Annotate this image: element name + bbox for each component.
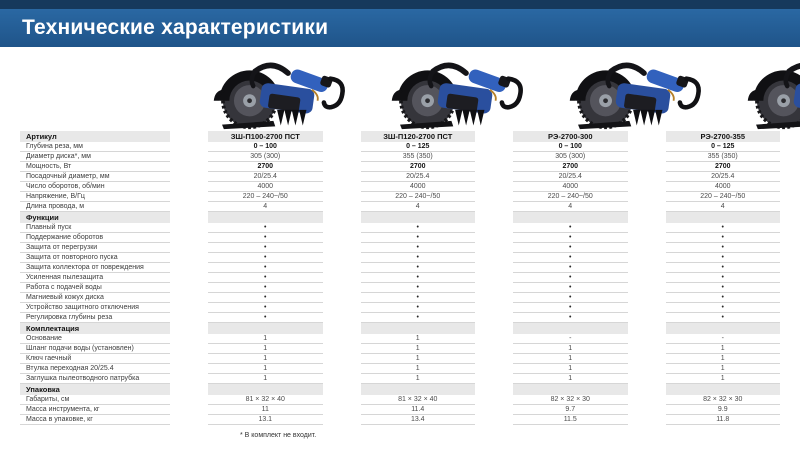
feature-bullet: • [361, 273, 476, 283]
section-header-row [20, 323, 780, 334]
spec-value: 220 – 240~/50 [208, 192, 323, 202]
spec-value: 1 [513, 374, 628, 384]
feature-bullet: • [513, 293, 628, 303]
product-name: ЗШ-П120-2700 ПСТ [361, 131, 476, 142]
spec-value: 1 [361, 374, 476, 384]
spec-value: 13.1 [208, 415, 323, 425]
spec-value: 82 × 32 × 30 [666, 395, 781, 405]
spec-label: Регулировка глубины реза [20, 313, 170, 323]
section-bar [666, 384, 781, 395]
spec-row [20, 374, 780, 384]
spec-label: Число оборотов, об/мин [20, 182, 170, 192]
spec-label: Напряжение, В/Гц [20, 192, 170, 202]
spec-row [20, 344, 780, 354]
spec-value: 1 [666, 354, 781, 364]
spec-row [20, 405, 780, 415]
spec-row [20, 364, 780, 374]
section-header-row [20, 384, 780, 395]
spec-label: Работа с подачей воды [20, 283, 170, 293]
feature-bullet: • [666, 293, 781, 303]
section-bar [513, 212, 628, 223]
feature-bullet: • [361, 283, 476, 293]
spec-value: 11.8 [666, 415, 781, 425]
section-bar [666, 323, 781, 334]
spec-row [20, 354, 780, 364]
feature-bullet: • [361, 233, 476, 243]
cutoff-saw-icon [564, 53, 704, 131]
spec-label: Защита от повторного пуска [20, 253, 170, 263]
spec-row [20, 293, 780, 303]
spec-value: 1 [666, 364, 781, 374]
feature-bullet: • [513, 243, 628, 253]
spec-label: Магниевый кожух диска [20, 293, 170, 303]
feature-bullet: • [361, 313, 476, 323]
spec-value: 11.5 [513, 415, 628, 425]
spec-value: 20/25.4 [666, 172, 781, 182]
spec-value: 305 (300) [208, 152, 323, 162]
spec-row [20, 334, 780, 344]
feature-bullet: • [361, 253, 476, 263]
spec-table [0, 131, 800, 425]
spec-value: 4 [208, 202, 323, 212]
feature-bullet: • [513, 263, 628, 273]
page-title: Технические характеристики [22, 16, 329, 39]
section-title: Упаковка [20, 384, 170, 395]
feature-bullet: • [666, 303, 781, 313]
spec-value: 0 – 125 [666, 142, 781, 152]
spec-label: Защита коллектора от повреждения [20, 263, 170, 273]
spec-value: 1 [513, 364, 628, 374]
feature-bullet: • [361, 243, 476, 253]
spec-value: 0 – 100 [208, 142, 323, 152]
spec-value: 1 [208, 374, 323, 384]
section-header-row [20, 212, 780, 223]
spec-value: 2700 [208, 162, 323, 172]
spec-value: 0 – 100 [513, 142, 628, 152]
spec-label: Диаметр диска*, мм [20, 152, 170, 162]
spec-label: Габариты, см [20, 395, 170, 405]
spec-value: 305 (300) [513, 152, 628, 162]
product-name: ЗШ-П100-2700 ПСТ [208, 131, 323, 142]
spec-value: 4 [361, 202, 476, 212]
product-image-1 [208, 53, 348, 131]
spec-row [20, 313, 780, 323]
feature-bullet: • [666, 253, 781, 263]
product-name: РЭ-2700-355 [666, 131, 781, 142]
spec-value: 220 – 240~/50 [513, 192, 628, 202]
spec-row [20, 192, 780, 202]
section-bar [513, 384, 628, 395]
feature-bullet: • [513, 223, 628, 233]
header-band [0, 9, 800, 47]
spec-value: 0 – 125 [361, 142, 476, 152]
spec-row [20, 182, 780, 192]
feature-bullet: • [666, 283, 781, 293]
spec-label: Втулка переходная 20/25.4 [20, 364, 170, 374]
spec-value: 20/25.4 [513, 172, 628, 182]
feature-bullet: • [361, 293, 476, 303]
feature-bullet: • [208, 283, 323, 293]
feature-bullet: • [208, 313, 323, 323]
feature-bullet: • [361, 263, 476, 273]
spec-value: - [513, 334, 628, 344]
feature-bullet: • [513, 283, 628, 293]
spec-label: Поддержание оборотов [20, 233, 170, 243]
spec-value: - [666, 334, 781, 344]
feature-bullet: • [666, 263, 781, 273]
spec-value: 1 [513, 344, 628, 354]
feature-bullet: • [513, 233, 628, 243]
feature-bullet: • [666, 223, 781, 233]
product-image-4 [742, 53, 800, 131]
spec-row [20, 273, 780, 283]
spec-value: 20/25.4 [361, 172, 476, 182]
spec-row [20, 142, 780, 152]
footnote: * В комплект не входит. [240, 432, 317, 439]
spec-value: 4 [666, 202, 781, 212]
spec-value: 2700 [666, 162, 781, 172]
feature-bullet: • [208, 233, 323, 243]
products-row [20, 47, 780, 131]
section-bar [361, 212, 476, 223]
spec-value: 9.7 [513, 405, 628, 415]
spec-value: 2700 [361, 162, 476, 172]
spec-value: 1 [513, 354, 628, 364]
page-header [0, 0, 800, 47]
feature-bullet: • [208, 243, 323, 253]
feature-bullet: • [666, 273, 781, 283]
section-bar [208, 384, 323, 395]
feature-bullet: • [208, 293, 323, 303]
spec-row [20, 283, 780, 293]
feature-bullet: • [513, 313, 628, 323]
feature-bullet: • [513, 303, 628, 313]
spec-value: 220 – 240~/50 [666, 192, 781, 202]
spec-label: Посадочный диаметр, мм [20, 172, 170, 182]
spec-value: 1 [208, 364, 323, 374]
spec-row [20, 263, 780, 273]
feature-bullet: • [208, 303, 323, 313]
spec-value: 13.4 [361, 415, 476, 425]
section-bar [666, 212, 781, 223]
spec-label: Длина провода, м [20, 202, 170, 212]
header-top-strip [0, 0, 800, 9]
feature-bullet: • [208, 223, 323, 233]
spec-value: 1 [361, 354, 476, 364]
spec-row [20, 152, 780, 162]
section-bar [361, 384, 476, 395]
spec-label: Шланг подачи воды (установлен) [20, 344, 170, 354]
product-image-2 [386, 53, 526, 131]
spec-row [20, 162, 780, 172]
feature-bullet: • [208, 263, 323, 273]
spec-value: 4000 [513, 182, 628, 192]
spec-value: 1 [361, 344, 476, 354]
spec-row [20, 415, 780, 425]
feature-bullet: • [666, 243, 781, 253]
spec-label: Заглушка пылеотводного патрубка [20, 374, 170, 384]
spec-label: Мощность, Вт [20, 162, 170, 172]
section-title: Функции [20, 212, 170, 223]
feature-bullet: • [361, 303, 476, 313]
spec-label: Основание [20, 334, 170, 344]
product-image-3 [564, 53, 704, 131]
feature-bullet: • [208, 253, 323, 263]
spec-value: 4000 [208, 182, 323, 192]
spec-label: Масса инструмента, кг [20, 405, 170, 415]
spec-row [20, 395, 780, 405]
spec-value: 1 [361, 334, 476, 344]
spec-value: 2700 [513, 162, 628, 172]
product-name: РЭ-2700-300 [513, 131, 628, 142]
cutoff-saw-icon [386, 53, 526, 131]
feature-bullet: • [361, 223, 476, 233]
spec-row [20, 223, 780, 233]
section-bar [208, 323, 323, 334]
spec-value: 1 [208, 354, 323, 364]
spec-value: 220 – 240~/50 [361, 192, 476, 202]
spec-label: Глубина реза, мм [20, 142, 170, 152]
section-title: Комплектация [20, 323, 170, 334]
spec-value: 1 [208, 344, 323, 354]
section-bar [513, 323, 628, 334]
spec-value: 1 [666, 344, 781, 354]
section-bar [361, 323, 476, 334]
spec-value: 82 × 32 × 30 [513, 395, 628, 405]
spec-value: 4000 [666, 182, 781, 192]
spec-label: Плавный пуск [20, 223, 170, 233]
spec-label: Защита от перегрузки [20, 243, 170, 253]
spec-row [20, 243, 780, 253]
spec-label: Усиленная пылезащита [20, 273, 170, 283]
spec-value: 81 × 32 × 40 [208, 395, 323, 405]
section-bar [208, 212, 323, 223]
feature-bullet: • [666, 233, 781, 243]
spec-value: 1 [361, 364, 476, 374]
spec-value: 81 × 32 × 40 [361, 395, 476, 405]
spec-label: Ключ гаечный [20, 354, 170, 364]
spec-value: 355 (350) [666, 152, 781, 162]
spec-value: 11 [208, 405, 323, 415]
spec-value: 20/25.4 [208, 172, 323, 182]
spec-row [20, 303, 780, 313]
spec-row [20, 253, 780, 263]
spec-value: 4 [513, 202, 628, 212]
spec-row [20, 233, 780, 243]
cutoff-saw-icon [742, 53, 800, 131]
feature-bullet: • [666, 313, 781, 323]
section-header-row [20, 131, 780, 142]
feature-bullet: • [208, 273, 323, 283]
spec-row [20, 172, 780, 182]
feature-bullet: • [513, 253, 628, 263]
spec-value: 9.9 [666, 405, 781, 415]
spec-value: 4000 [361, 182, 476, 192]
spec-value: 1 [666, 374, 781, 384]
spec-label: Масса в упаковке, кг [20, 415, 170, 425]
feature-bullet: • [513, 273, 628, 283]
spec-value: 11.4 [361, 405, 476, 415]
section-title: Артикул [20, 131, 170, 142]
spec-row [20, 202, 780, 212]
spec-label: Устройство защитного отключения [20, 303, 170, 313]
spec-value: 1 [208, 334, 323, 344]
cutoff-saw-icon [208, 53, 348, 131]
spec-value: 355 (350) [361, 152, 476, 162]
